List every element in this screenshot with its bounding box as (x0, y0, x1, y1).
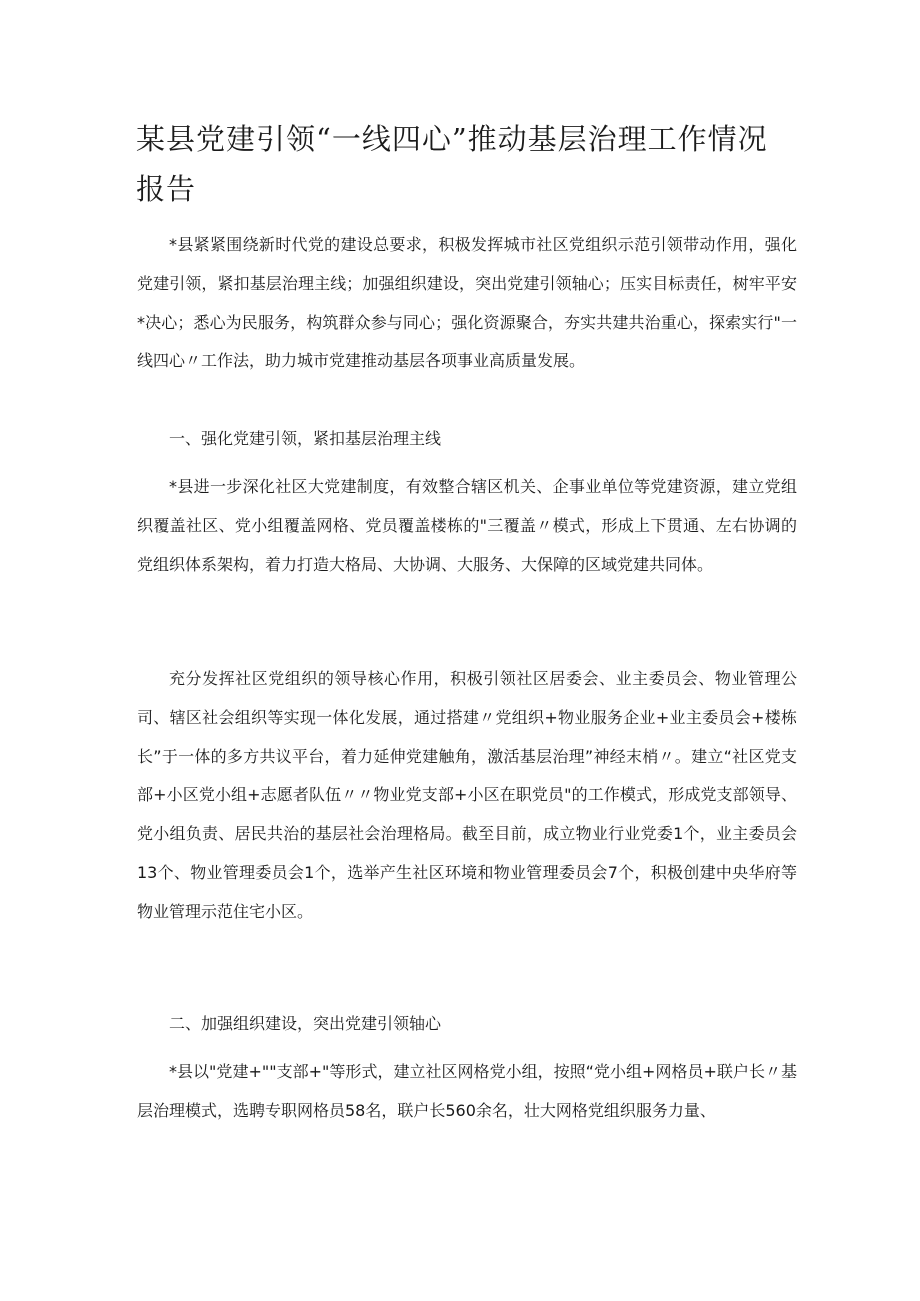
section-2-paragraph-1: *县以"党建+""支部+"等形式，建立社区网格党小组，按照“党小组+网格员+联户长〃基层治理模式，选聘专职网格员58名，联户长560余名，壮大网格党组织服务力量、 (137, 1062, 797, 1120)
intro-paragraph: *县紧紧围绕新时代党的建设总要求，积极发挥城市社区党组织示范引领带动作用，强化党建引领，紧扣基层治理主线；加强组织建设，突出党建引领轴心；压实目标责任，树牢平安*决心；悉心为民服务，构筑群众参与同心；强化资源聚合，夯实共建共治重心，探索实行"一线四心〃工作法，助力城市党建推动基层各项事业高质量发展。 (137, 235, 797, 371)
section-2-heading: 二、加强组织建设，突出党建引领轴心 (169, 1014, 442, 1033)
section-1-paragraph-1: *县进一步深化社区大党建制度，有效整合辖区机关、企事业单位等党建资源，建立党组织覆盖社区、党小组覆盖网格、党员覆盖楼栋的"三覆盖〃模式，形成上下贯通、左右协调的党组织体系架构，着力打造大格局、大协调、大服务、大保障的区域党建共同体。 (137, 477, 797, 574)
section-1-heading: 一、强化党建引领，紧扣基层治理主线 (169, 429, 442, 448)
section-1-paragraph-2: 充分发挥社区党组织的领导核心作用，积极引领社区居委会、业主委员会、物业管理公司、辖区社会组织等实现一体化发展，通过搭建〃党组织+物业服务企业+业主委员会+楼栋长”于一体的多方共议平台，着力延伸党建触角，激活基层治理”神经末梢〃。建立“社区党支部+小区党小组+志愿者队伍〃〃物业党支部+小区在职党员"的工作模式，形成党支部领导、党小组负责、居民共治的基层社会治理格局。截至目前，成立物业行业党委1个，业主委员会13个、物业管理委员会1个，选举产生社区环境和物业管理委员会7个，积极创建中央华府等物业管理示范住宅小区。 (137, 669, 797, 921)
document-title: 某县党建引领“一线四心”推动基层治理工作情况报告 (136, 122, 768, 206)
